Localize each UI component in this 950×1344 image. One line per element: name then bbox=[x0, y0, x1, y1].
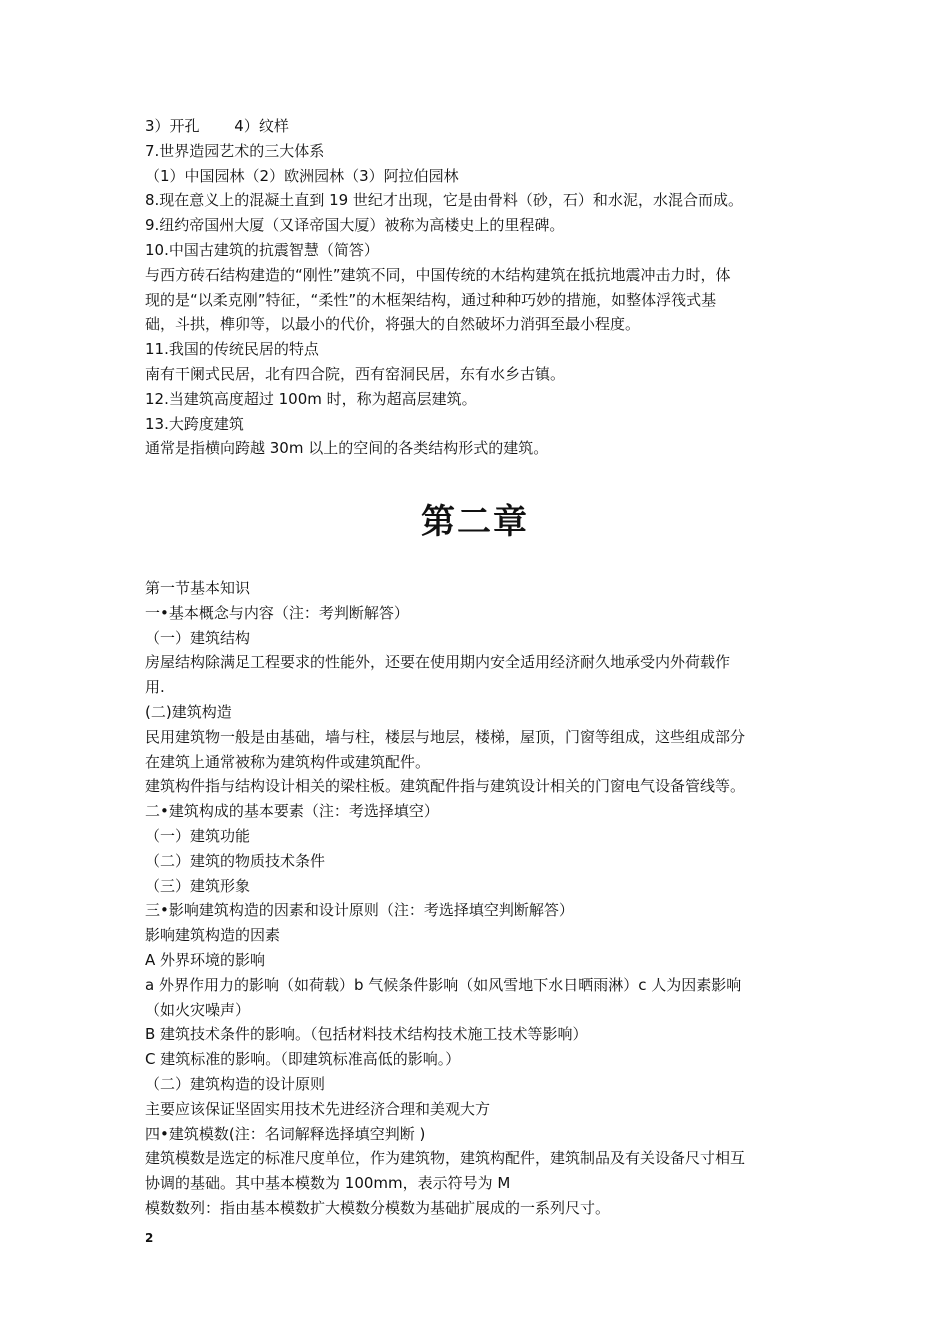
text-line: C 建筑标准的影响。（即建筑标准高低的影响。） bbox=[145, 1050, 461, 1069]
text-line: （一）建筑结构 bbox=[145, 628, 251, 647]
text-line: B 建筑技术条件的影响。（包括材料技术结构技术施工技术等影响） bbox=[145, 1025, 588, 1044]
text-line: （二）建筑的物质技术条件 bbox=[145, 851, 326, 870]
text-line: 10.中国古建筑的抗震智慧（简答） bbox=[145, 240, 379, 259]
text-line: 协调的基础。其中基本模数为 100mm，表示符号为 M bbox=[145, 1174, 511, 1193]
text-line: 四•建筑模数(注：名词解释选择填空判断 ) bbox=[145, 1124, 426, 1143]
chapter-title: 第二章 bbox=[421, 502, 529, 542]
text-line: 础，斗拱，榫卯等，以最小的代价，将强大的自然破坏力消弭至最小程度。 bbox=[145, 315, 641, 334]
text-line: 7.世界造园艺术的三大体系 bbox=[145, 141, 325, 160]
text-line: 12.当建筑高度超过 100m 时，称为超高层建筑。 bbox=[145, 389, 477, 408]
text-line: 民用建筑物一般是由基础，墙与柱，楼层与地层，楼梯，屋顶，门窗等组成，这些组成部分 bbox=[145, 727, 746, 746]
text-line: (二)建筑构造 bbox=[145, 702, 232, 721]
text-line: 二•建筑构成的基本要素（注：考选择填空） bbox=[145, 802, 439, 821]
text-line: A 外界环境的影响 bbox=[145, 950, 266, 969]
text-line: 影响建筑构造的因素 bbox=[145, 926, 281, 945]
text-line: 在建筑上通常被称为建筑构件或建筑配件。 bbox=[145, 752, 431, 771]
text-line: a 外界作用力的影响（如荷载）b 气候条件影响（如风雪地下水日晒雨淋）c 人为因素影响 bbox=[145, 975, 742, 994]
text-line: （如火灾噪声） bbox=[145, 1000, 251, 1019]
text-line: 建筑构件指与结构设计相关的梁柱板。建筑配件指与建筑设计相关的门窗电气设备管线等。 bbox=[145, 777, 746, 796]
text-line: 三•影响建筑构造的因素和设计原则（注：考选择填空判断解答） bbox=[145, 901, 574, 920]
text-line: 与西方砖石结构建造的“刚性”建筑不同，中国传统的木结构建筑在抵抗地震冲击力时，体 bbox=[145, 265, 731, 284]
text-line: （1）中国园林（2）欧洲园林（3）阿拉伯园林 bbox=[145, 166, 459, 185]
chapter-body bbox=[145, 576, 810, 1221]
page-number: 2 bbox=[145, 1231, 154, 1245]
text-line: 9.纽约帝国州大厦（又译帝国大厦）被称为高楼史上的里程碑。 bbox=[145, 216, 565, 235]
top-section bbox=[145, 114, 810, 461]
text-line: 主要应该保证坚固实用技术先进经济合理和美观大方 bbox=[145, 1099, 491, 1118]
text-line: （二）建筑构造的设计原则 bbox=[145, 1074, 326, 1093]
text-line: 现的是“以柔克刚”特征，“柔性”的木框架结构，通过种种巧妙的措施，如整体浮筏式基 bbox=[145, 290, 717, 309]
text-line: 13.大跨度建筑 bbox=[145, 414, 244, 433]
text-line: 11.我国的传统民居的特点 bbox=[145, 340, 319, 359]
text-line: 模数数列：指由基本模数扩大模数分模数为基础扩展成的一系列尺寸。 bbox=[145, 1198, 611, 1217]
text-line: 3）开孔 4）纹样 bbox=[145, 117, 289, 135]
text-line: 建筑模数是选定的标准尺度单位，作为建筑物，建筑构配件，建筑制品及有关设备尺寸相互 bbox=[145, 1149, 746, 1168]
text-line: 通常是指横向跨越 30m 以上的空间的各类结构形式的建筑。 bbox=[145, 439, 549, 458]
text-line: 用. bbox=[145, 678, 165, 697]
text-line: 房屋结构除满足工程要求的性能外，还要在使用期内安全适用经济耐久地承受内外荷载作 bbox=[145, 653, 731, 672]
text-line: 南有干阑式民居，北有四合院，西有窑洞民居，东有水乡古镇。 bbox=[145, 364, 566, 383]
text-line: 一•基本概念与内容（注：考判断解答） bbox=[145, 603, 409, 622]
text-line: （一）建筑功能 bbox=[145, 826, 251, 845]
text-line: 8.现在意义上的混凝土直到 19 世纪才出现，它是由骨料（砂，石）和水泥，水混合而成。 bbox=[145, 191, 743, 210]
text-line: （三）建筑形象 bbox=[145, 876, 251, 895]
text-line: 第一节基本知识 bbox=[145, 579, 251, 597]
